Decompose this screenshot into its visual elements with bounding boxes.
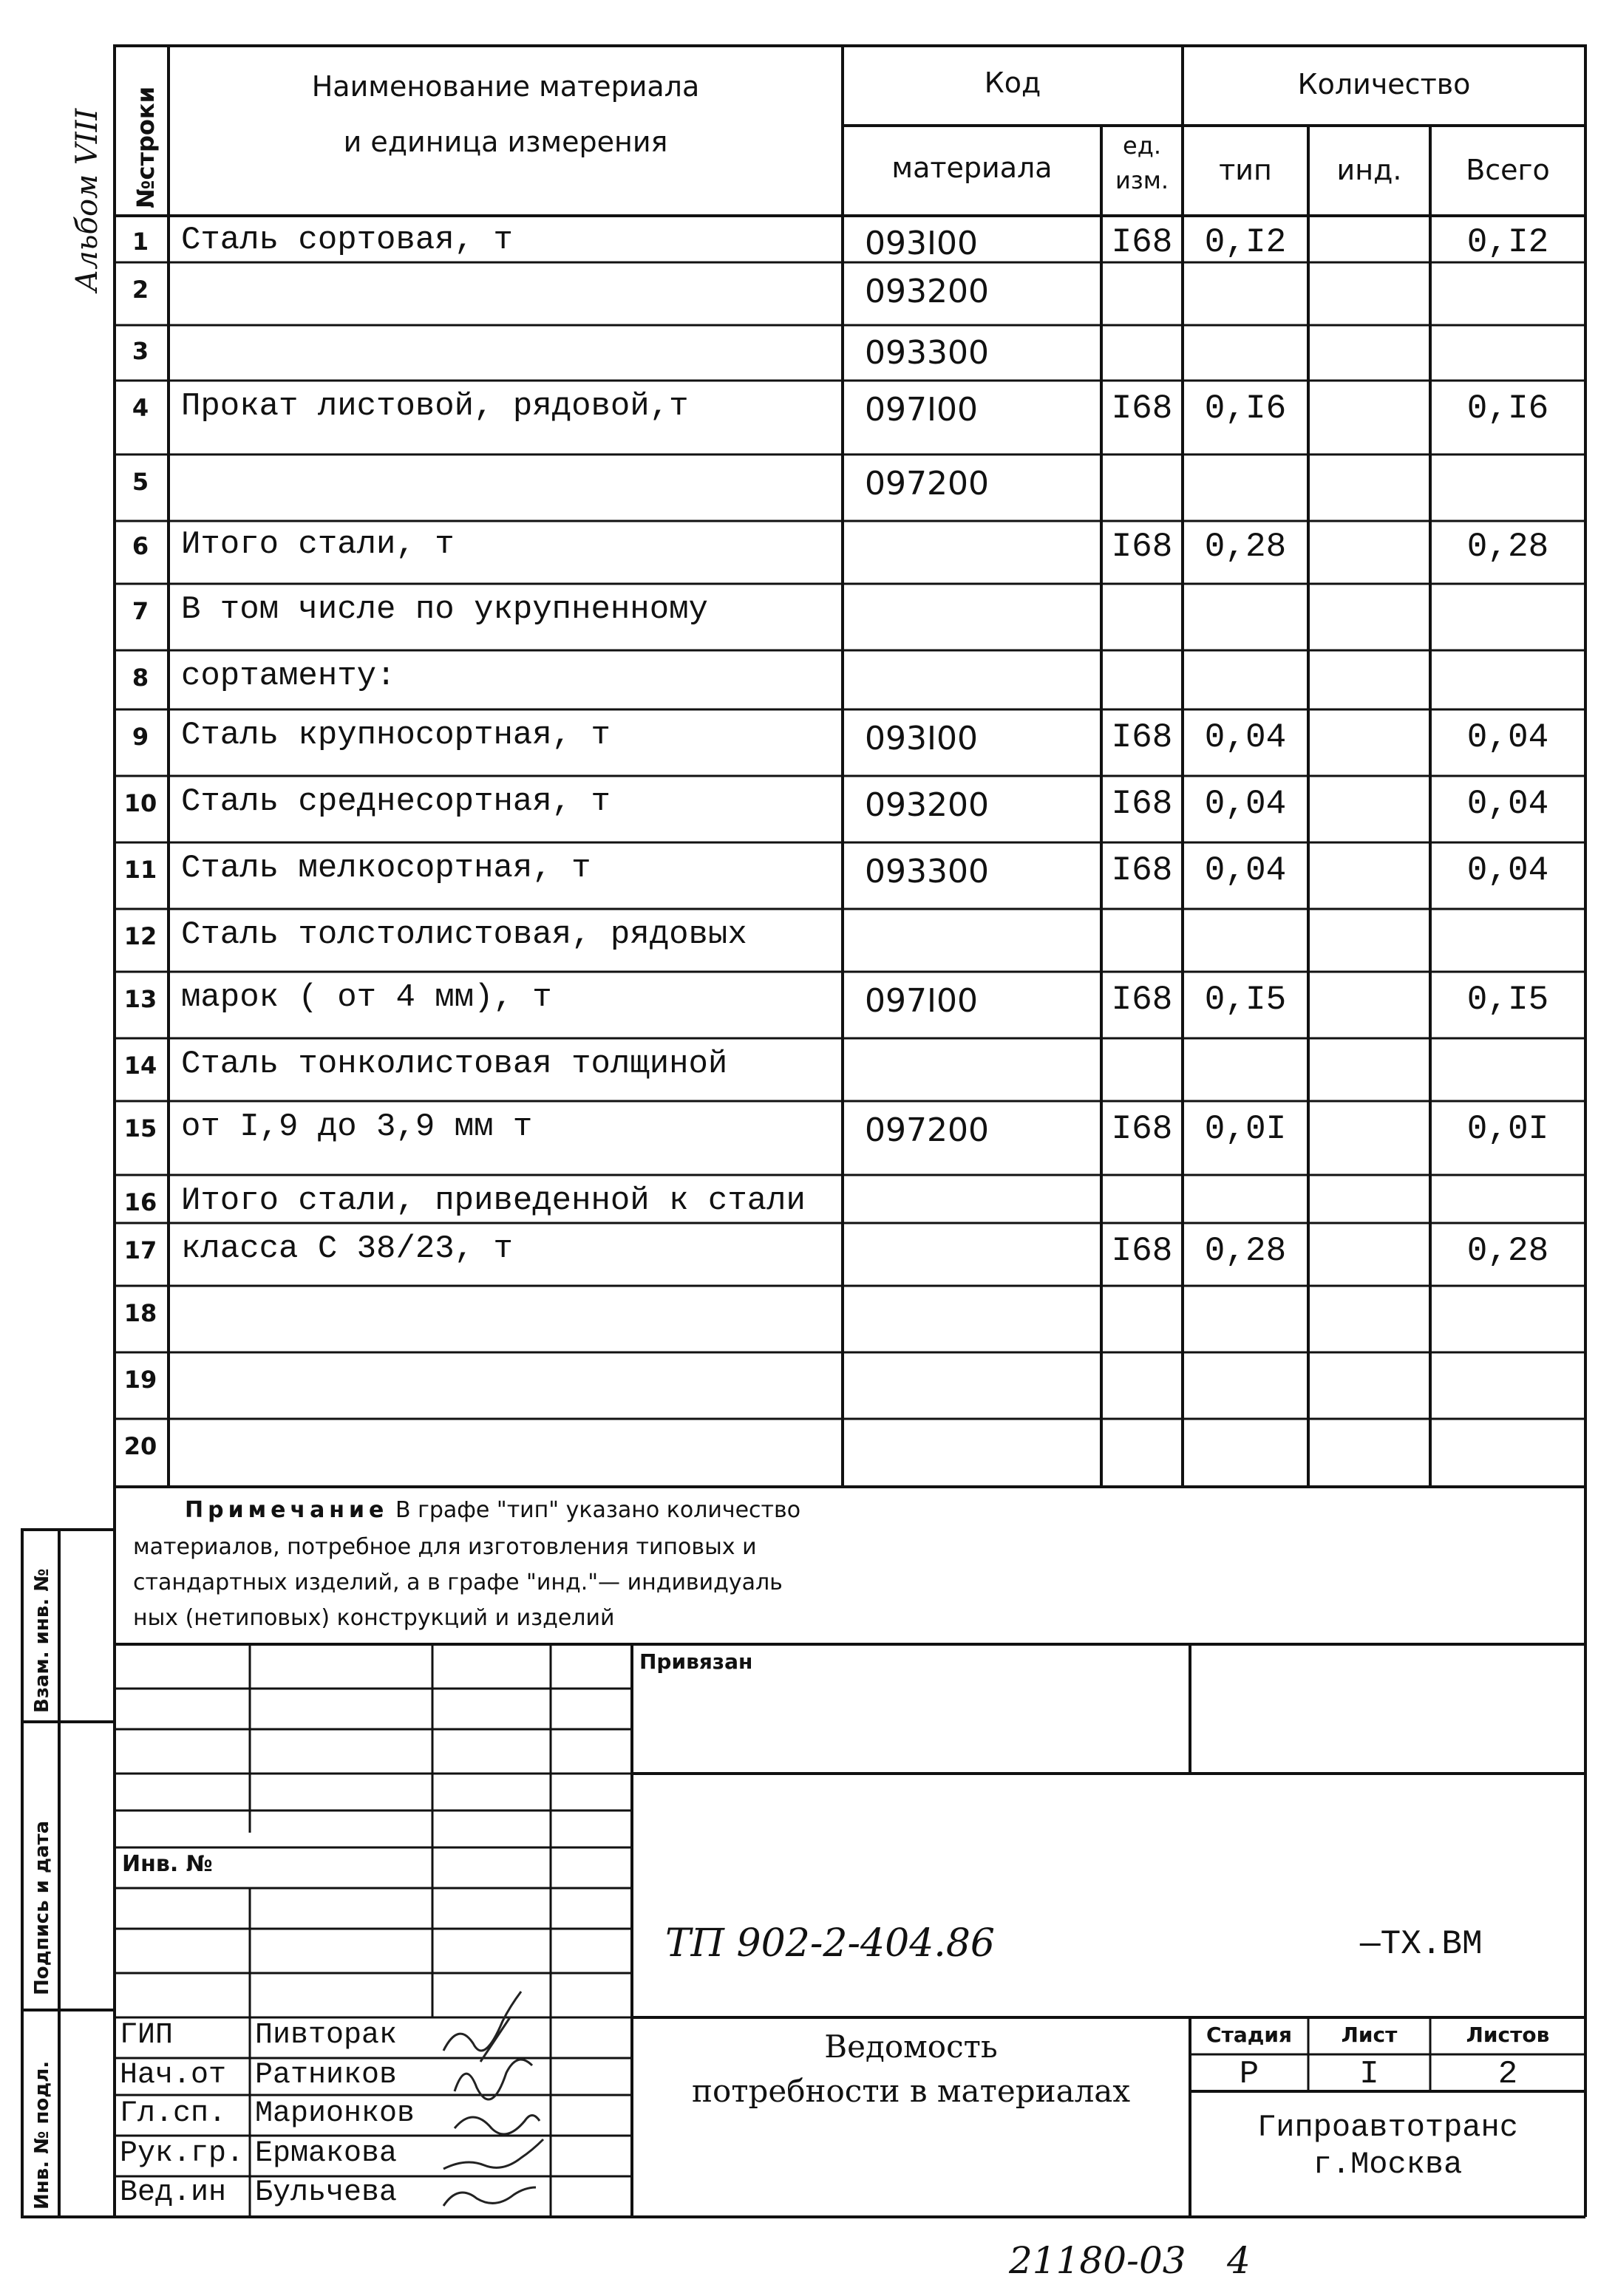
unit-code: I68	[1111, 981, 1173, 1019]
qty-typ: 0,04	[1204, 851, 1287, 890]
doc-code: ТП 902-2-404.86	[665, 1921, 995, 1966]
material-name: Итого стали, приведенной к стали	[181, 1182, 806, 1219]
material-code: 097200	[865, 465, 989, 503]
note-line1-text: В графе "тип" указано количество	[395, 1497, 801, 1523]
unit-code: I68	[1111, 389, 1173, 428]
stage-label: Стадия	[1206, 2023, 1292, 2047]
archive-number: 21180-03	[1009, 2239, 1186, 2282]
row-number: 18	[123, 1299, 157, 1327]
material-name: В том числе по укрупненному	[181, 591, 708, 628]
qty-typ: 0,28	[1204, 1232, 1287, 1270]
row-number: 8	[132, 664, 149, 692]
doc-suffix: —ТХ.ВМ	[1360, 1925, 1483, 1963]
header-material: материала	[891, 151, 1053, 184]
sheet-value: I	[1359, 2056, 1379, 2093]
unit-code: I68	[1111, 223, 1173, 262]
unit-code: I68	[1111, 528, 1173, 566]
qty-total: 0,28	[1466, 528, 1549, 566]
sheets-label: Листов	[1466, 2023, 1550, 2047]
header-name-line1: Наименование материала	[311, 70, 700, 103]
header-unit-line1: ед.	[1123, 132, 1161, 160]
row-number: 20	[123, 1432, 157, 1460]
privyazan-label: Привязан	[639, 1649, 753, 1674]
org-line2: г.Москва	[1313, 2147, 1463, 2182]
page-number: 4	[1227, 2239, 1251, 2282]
header-typ: тип	[1219, 154, 1272, 186]
row-number: 7	[132, 597, 149, 625]
row-number: 11	[123, 856, 157, 884]
row-number: 12	[123, 922, 157, 950]
row-number: 3	[132, 337, 149, 365]
material-code: 093300	[865, 853, 989, 890]
qty-total: 0,I6	[1466, 389, 1549, 428]
material-name: от I,9 до 3,9 мм т	[181, 1108, 533, 1145]
qty-typ: 0,04	[1204, 785, 1287, 823]
row-number: 13	[123, 985, 157, 1013]
signatory-role: ГИП	[120, 2019, 174, 2052]
header-code: Код	[984, 67, 1041, 99]
row-number: 4	[132, 394, 149, 422]
note-line2: материалов, потребное для изготовления типовых и	[133, 1534, 757, 1560]
header-quantity: Количество	[1297, 68, 1471, 101]
row-number: 14	[123, 1052, 157, 1080]
material-name: Прокат листовой, рядовой,т	[181, 388, 689, 425]
sheets-value: 2	[1497, 2056, 1518, 2093]
material-name: Сталь мелкосортная, т	[181, 850, 591, 887]
row-number: 1	[132, 228, 149, 256]
stage-value: Р	[1239, 2056, 1259, 2093]
signatory-role: Гл.сп.	[120, 2097, 227, 2130]
note-line4: ных (нетиповых) конструкций и изделий	[133, 1605, 615, 1631]
material-code: 093200	[865, 786, 989, 824]
qty-typ: 0,04	[1204, 718, 1287, 757]
signatory-role: Нач.от	[120, 2059, 227, 2092]
vzam-inv-label: Взам. инв. №	[31, 1568, 53, 1713]
qty-total: 0,04	[1466, 785, 1549, 823]
header-row-no: №строки	[132, 86, 160, 208]
header-ind: инд.	[1336, 154, 1402, 186]
row-number: 17	[123, 1236, 157, 1264]
material-name: класса С 38/23, т	[181, 1230, 513, 1267]
album-label: Альбом VIII	[70, 108, 104, 292]
header-total: Всего	[1466, 154, 1550, 186]
row-number: 15	[123, 1114, 157, 1142]
unit-code: I68	[1111, 718, 1173, 757]
inv-no-label: Инв. №	[122, 1851, 213, 1877]
unit-code: I68	[1111, 1232, 1173, 1270]
row-number: 16	[123, 1188, 157, 1216]
org-line1: Гипроавтотранс	[1257, 2110, 1518, 2145]
row-number: 2	[132, 276, 149, 304]
material-name: сортаменту:	[181, 658, 396, 695]
unit-code: I68	[1111, 1110, 1173, 1148]
row-number: 5	[132, 468, 149, 496]
qty-typ: 0,0I	[1204, 1110, 1287, 1148]
signatory-role: Вед.ин	[120, 2176, 227, 2210]
signatory-name: Марионков	[255, 2097, 415, 2130]
material-name: Итого стали, т	[181, 526, 455, 563]
signatory-name: Бульчева	[255, 2176, 398, 2210]
header-unit-line2: изм.	[1115, 166, 1169, 194]
material-code: 097I00	[865, 982, 978, 1020]
material-name: Сталь крупносортная, т	[181, 717, 611, 754]
qty-total: 0,I2	[1466, 223, 1549, 262]
material-name: марок ( от 4 мм), т	[181, 979, 552, 1016]
qty-total: 0,04	[1466, 851, 1549, 890]
unit-code: I68	[1111, 851, 1173, 890]
material-code: 093200	[865, 273, 989, 310]
unit-code: I68	[1111, 785, 1173, 823]
row-number: 9	[132, 723, 149, 751]
material-code: 093I00	[865, 720, 978, 757]
header-name-line2: и единица измерения	[343, 126, 668, 158]
qty-typ: 0,I5	[1204, 981, 1287, 1019]
material-name: Сталь толстолистовая, рядовых	[181, 916, 747, 953]
qty-typ: 0,I2	[1204, 223, 1287, 262]
qty-total: 0,04	[1466, 718, 1549, 757]
qty-typ: 0,I6	[1204, 389, 1287, 428]
document-title-line1: Ведомость	[824, 2028, 998, 2065]
qty-total: 0,I5	[1466, 981, 1549, 1019]
material-name: Сталь тонколистовая толщиной	[181, 1046, 728, 1083]
material-code: 097I00	[865, 391, 978, 429]
row-number: 19	[123, 1366, 157, 1394]
material-code: 093300	[865, 334, 989, 372]
inv-podl-label: Инв. № подл.	[31, 2060, 53, 2210]
signatory-role: Рук.гр.	[120, 2137, 245, 2170]
material-name: Сталь среднесортная, т	[181, 783, 611, 820]
note-title: Примечание	[185, 1497, 389, 1523]
row-number: 10	[123, 789, 157, 817]
podpis-data-label: Подпись и дата	[31, 1820, 53, 1995]
signatory-name: Пивторак	[255, 2019, 398, 2052]
qty-total: 0,0I	[1466, 1110, 1549, 1148]
qty-typ: 0,28	[1204, 528, 1287, 566]
material-name: Сталь сортовая, т	[181, 222, 513, 259]
signatory-name: Ратников	[255, 2059, 398, 2092]
sheet-label: Лист	[1341, 2023, 1398, 2047]
signatory-name: Ермакова	[255, 2137, 398, 2170]
material-code: 097200	[865, 1111, 989, 1149]
document-title-line2: потребности в материалах	[691, 2073, 1131, 2109]
row-number: 6	[132, 532, 149, 560]
material-code: 093I00	[865, 225, 978, 262]
note-line3: стандартных изделий, а в графе "инд."— индивидуаль	[133, 1570, 783, 1595]
qty-total: 0,28	[1466, 1232, 1549, 1270]
